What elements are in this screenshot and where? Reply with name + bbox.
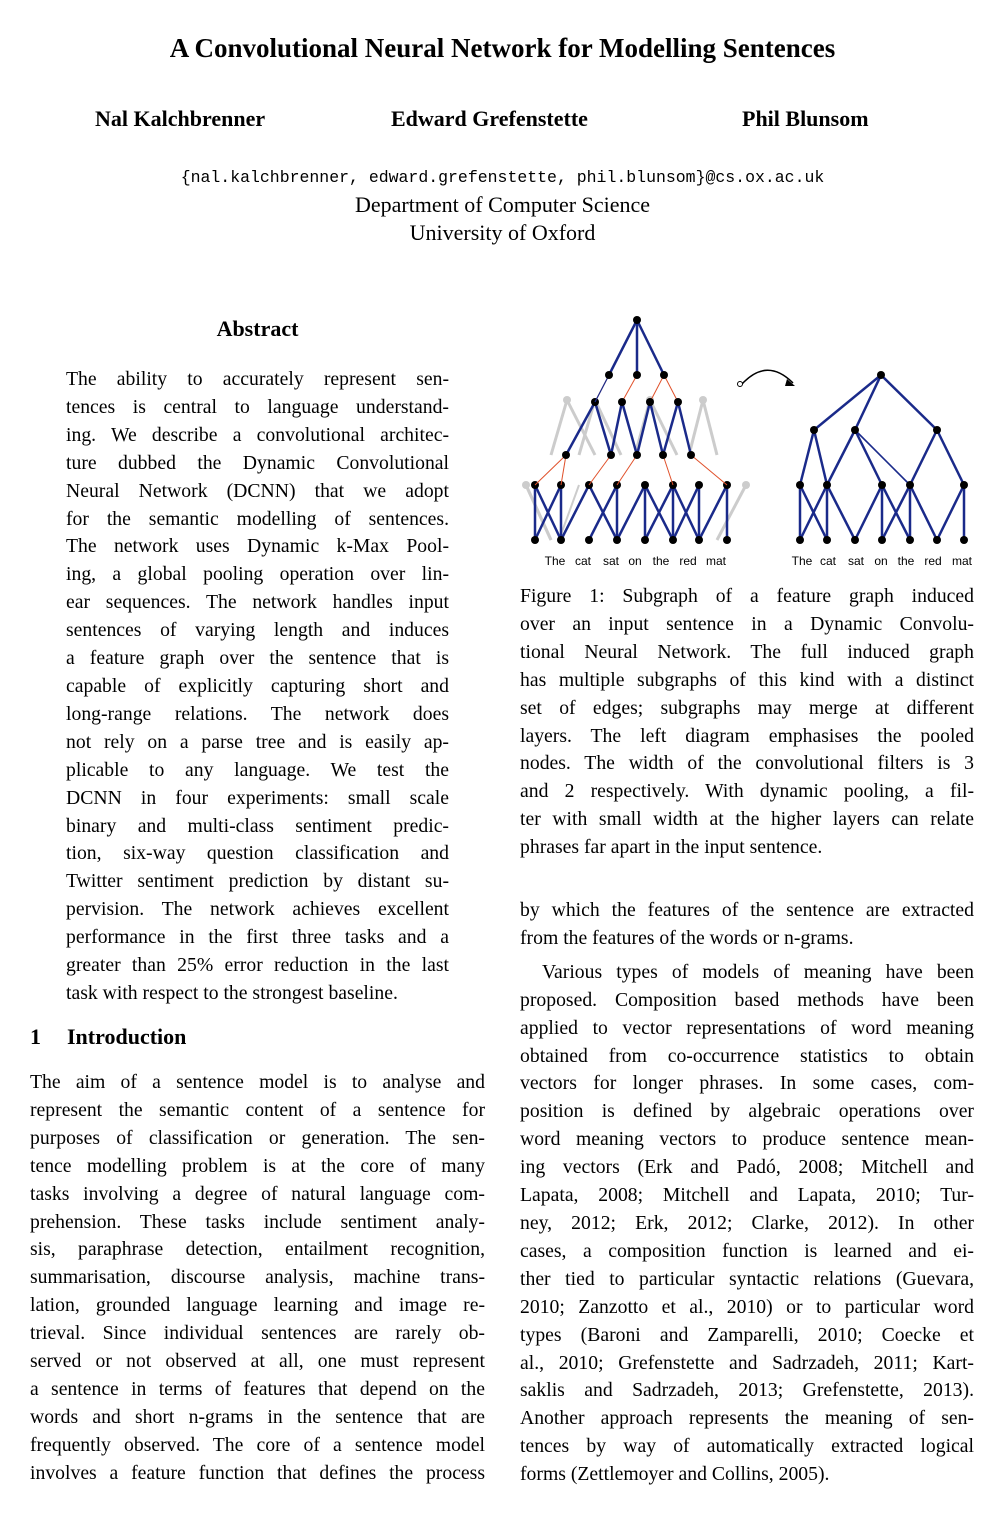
feature-graph-diagram [515, 305, 985, 580]
conv-edge [855, 430, 910, 485]
text-line: for the semantic modelling of sentences. [66, 507, 449, 530]
text-line: involves a feature function that defines the process [30, 1461, 485, 1484]
text-line: served or not observed at all, one must represent [30, 1350, 485, 1373]
word-label: sat [602, 554, 620, 568]
feature-node [878, 481, 886, 489]
root-node [877, 371, 885, 379]
text-line: tasks involving a degree of natural language com- [30, 1182, 485, 1205]
author-2: Edward Grefenstette [391, 106, 588, 131]
feature-node [562, 451, 570, 459]
feature-node [633, 371, 641, 379]
abstract-heading: Abstract [216, 316, 299, 341]
text-line: task with respect to the strongest baseline. [66, 981, 398, 1004]
text-line: cases, a composition function is learned and ei- [520, 1239, 974, 1262]
feature-node [695, 481, 703, 489]
feature-node [796, 481, 804, 489]
feature-node [687, 451, 695, 459]
text-line: The aim of a sentence model is to analyse and [30, 1071, 485, 1093]
conv-edge [910, 485, 937, 540]
conv-edge [609, 320, 637, 375]
pooled-edge [589, 455, 611, 485]
text-line: frequently observed. The core of a sentence model [30, 1433, 485, 1456]
right-column-body [520, 897, 974, 1489]
word-node [641, 536, 649, 544]
feature-node [906, 481, 914, 489]
text-line: tences is central to language understand- [66, 395, 449, 418]
text-line: DCNN in four experiments: small scale [66, 786, 449, 809]
text-line: ture dubbed the Dynamic Convolutional [66, 451, 449, 474]
feature-node [641, 481, 649, 489]
text-line: ear sequences. The network handles input [66, 591, 449, 614]
pooled-edge [664, 375, 678, 402]
word-node [585, 536, 593, 544]
text-line: phrases far apart in the input sentence. [520, 836, 823, 859]
pooled-edge [617, 455, 637, 485]
inactive-edge [650, 400, 677, 455]
text-line: purposes of classification or generation. The sen- [30, 1126, 485, 1149]
conv-edge [814, 430, 827, 485]
text-line: tion, six-way question classification and [66, 842, 449, 865]
inactive-node [563, 396, 571, 404]
text-line: tence modelling problem is at the core of many [30, 1154, 485, 1177]
word-node [531, 536, 539, 544]
conv-edge [910, 430, 937, 485]
text-line: a sentence in terms of features that depend on the [30, 1377, 485, 1400]
text-line: vectors for longer phrases. In some cases, com- [520, 1072, 974, 1095]
university: University of Oxford [409, 220, 596, 245]
text-line: prehension. These tasks include sentiment analy- [30, 1210, 485, 1233]
author-1: Nal Kalchbrenner [95, 106, 266, 131]
figure-caption [520, 583, 974, 862]
text-line: represent the semantic content of a sentence for [30, 1098, 485, 1121]
text-line: Figure 1: Subgraph of a feature graph induced [520, 585, 974, 607]
author-emails: {nal.kalchbrenner, edward.grefenstette, phil.blunsom}@cs.ox.ac.uk [180, 168, 825, 187]
pooled-edge [663, 455, 673, 485]
feature-node [618, 398, 626, 406]
word-label: The [544, 554, 566, 568]
text-line: forms (Zettlemoyer and Collins, 2005). [520, 1463, 830, 1486]
text-line: pervision. The network achieves excellent [66, 898, 449, 921]
text-line: The network uses Dynamic k-Max Pool- [66, 535, 449, 558]
feature-node [933, 426, 941, 434]
word-node [613, 536, 621, 544]
text-line: long-range relations. The network does [66, 702, 449, 725]
conv-edge [622, 402, 637, 455]
word-node [557, 536, 565, 544]
inactive-node [522, 481, 530, 489]
word-label: mat [951, 554, 973, 568]
department: Department of Computer Science [354, 192, 651, 217]
text-line: types (Baroni and Zamparelli, 2010; Coecke et [520, 1323, 974, 1346]
section-number: 1 [30, 1024, 41, 1049]
text-line: position is defined by algebraic operations over [520, 1100, 974, 1123]
feature-node [607, 451, 615, 459]
inactive-node [699, 396, 707, 404]
text-line: sis, paraphrase detection, entailment recognition, [30, 1238, 485, 1261]
conv-edge [881, 375, 937, 430]
root-node [633, 316, 641, 324]
conv-edge [617, 485, 645, 540]
text-line: has multiple subgraphs of this kind with a distinct [520, 668, 974, 691]
word-label: cat [819, 554, 837, 568]
text-line: applied to vector representations of word meaning [520, 1016, 974, 1039]
conv-edge [827, 485, 855, 540]
transform-arrow [742, 370, 793, 384]
conv-edge [595, 375, 609, 402]
text-line: al., 2010; Grefenstette and Sadrzadeh, 2011; Kart- [520, 1351, 974, 1374]
text-line: lation, grounded language learning and image re- [30, 1294, 485, 1317]
text-line: binary and multi-class sentiment predic- [66, 814, 449, 837]
word-label: on [874, 554, 888, 568]
text-line: tences by way of automatically extracted logical [520, 1435, 974, 1458]
text-line: trieval. Since individual sentences are rarely ob- [30, 1322, 485, 1345]
text-line: capable of explicitly capturing short and [66, 674, 449, 697]
word-node [960, 536, 968, 544]
feature-node [851, 426, 859, 434]
conv-edge [637, 402, 650, 455]
text-line: saklis and Sadrzadeh, 2013; Grefenstette, 2013). [520, 1379, 974, 1402]
text-line: tional Neural Network. The full induced graph [520, 640, 974, 663]
pooled-edge [622, 375, 637, 402]
word-node [669, 536, 677, 544]
text-line: layers. The left diagram emphasises the pooled [520, 724, 974, 747]
word-label: on [628, 554, 642, 568]
abstract-body [66, 366, 449, 1008]
text-line: obtained from co-occurrence statistics to obtain [520, 1044, 974, 1067]
conv-edge [814, 375, 881, 430]
conv-edge [937, 485, 964, 540]
section-title: Introduction [67, 1024, 187, 1049]
figure-1 [515, 305, 985, 580]
feature-node [823, 481, 831, 489]
text-line: over an input sentence in a Dynamic Convolu- [520, 612, 974, 635]
introduction-body [30, 1069, 485, 1488]
feature-node [810, 426, 818, 434]
word-label: the [897, 554, 915, 568]
conv-edge [937, 430, 964, 485]
feature-node [605, 371, 613, 379]
arrow-tail-icon [738, 382, 743, 387]
text-line: Another approach represents the meaning of sen- [520, 1407, 974, 1430]
text-line: set of edges; subgraphs may merge at different [520, 696, 974, 719]
feature-node [659, 451, 667, 459]
word-label: cat [574, 554, 592, 568]
section-heading [30, 1024, 186, 1050]
word-node [878, 536, 886, 544]
text-line: from the features of the words or n-grams. [520, 926, 854, 949]
text-line: Lapata, 2008; Mitchell and Lapata, 2010; Tur- [520, 1184, 974, 1207]
word-label: red [924, 554, 942, 568]
text-line: performance in the first three tasks and a [66, 926, 449, 949]
word-node [723, 536, 731, 544]
text-line: ther tied to particular syntactic relations (Guevara, [520, 1267, 974, 1290]
text-line: Neural Network (DCNN) that we adopt [66, 479, 449, 502]
text-line: and 2 respectively. With dynamic pooling, a fil- [520, 780, 974, 803]
text-line: ing vectors (Erk and Padó, 2008; Mitchell and [520, 1156, 974, 1179]
conv-edge [855, 375, 881, 430]
paragraph [520, 959, 974, 1489]
text-line: plicable to any language. We test the [66, 758, 449, 781]
pooled-edge [650, 375, 664, 402]
conv-edge [855, 430, 882, 485]
inactive-edge [703, 400, 717, 455]
text-line: by which the features of the sentence are extracted [520, 899, 974, 921]
conv-edge [855, 485, 882, 540]
word-label: the [652, 554, 670, 568]
text-line: ing. We describe a convolutional architec- [66, 423, 449, 446]
feature-node [674, 398, 682, 406]
inactive-edge [717, 485, 746, 540]
word-node [906, 536, 914, 544]
word-node [823, 536, 831, 544]
text-line: Various types of models of meaning have been [542, 960, 974, 983]
author-3: Phil Blunsom [742, 106, 869, 131]
conv-edge [800, 430, 814, 485]
word-label: sat [847, 554, 865, 568]
inactive-edge [689, 400, 703, 455]
word-label: mat [705, 554, 727, 568]
text-line: sentences of varying length and induces [66, 619, 449, 642]
word-label: The [791, 554, 813, 568]
text-line: The ability to accurately represent sen- [66, 368, 449, 390]
pooled-edge [691, 455, 727, 485]
text-line: proposed. Composition based methods have been [520, 988, 974, 1011]
text-line: ney, 2012; Erk, 2012; Clarke, 2012). In other [520, 1211, 974, 1234]
word-node [851, 536, 859, 544]
word-label: red [679, 554, 697, 568]
text-line: not rely on a parse tree and is easily ap- [66, 730, 449, 753]
word-node [695, 536, 703, 544]
conv-edge [827, 430, 855, 485]
text-line: 2010; Zanzotto et al., 2010) or to particular word [520, 1295, 974, 1318]
inactive-edge [551, 400, 567, 455]
inactive-node [742, 481, 750, 489]
conv-edge [637, 320, 664, 375]
text-line: greater than 25% error reduction in the last [66, 954, 449, 977]
conv-edge [678, 402, 691, 455]
text-line: ter with small width at the higher layers can relate [520, 808, 974, 831]
text-line: ing, a global pooling operation over lin- [66, 563, 449, 586]
feature-node [646, 398, 654, 406]
word-node [933, 536, 941, 544]
feature-node [960, 481, 968, 489]
text-line: Twitter sentiment prediction by distant su- [66, 870, 449, 893]
feature-node [633, 451, 641, 459]
text-line: nodes. The width of the convolutional filters is 3 [520, 752, 974, 775]
text-line: word meaning vectors to produce sentence mean- [520, 1128, 974, 1151]
word-node [796, 536, 804, 544]
feature-node [660, 371, 668, 379]
text-line: summarisation, discourse analysis, machine trans- [30, 1266, 485, 1289]
text-line: words and short n-grams in the sentence that are [30, 1405, 485, 1428]
text-line: a feature graph over the sentence that is [66, 647, 449, 670]
paper-title: A Convolutional Neural Network for Modelling Sentences [169, 33, 836, 63]
